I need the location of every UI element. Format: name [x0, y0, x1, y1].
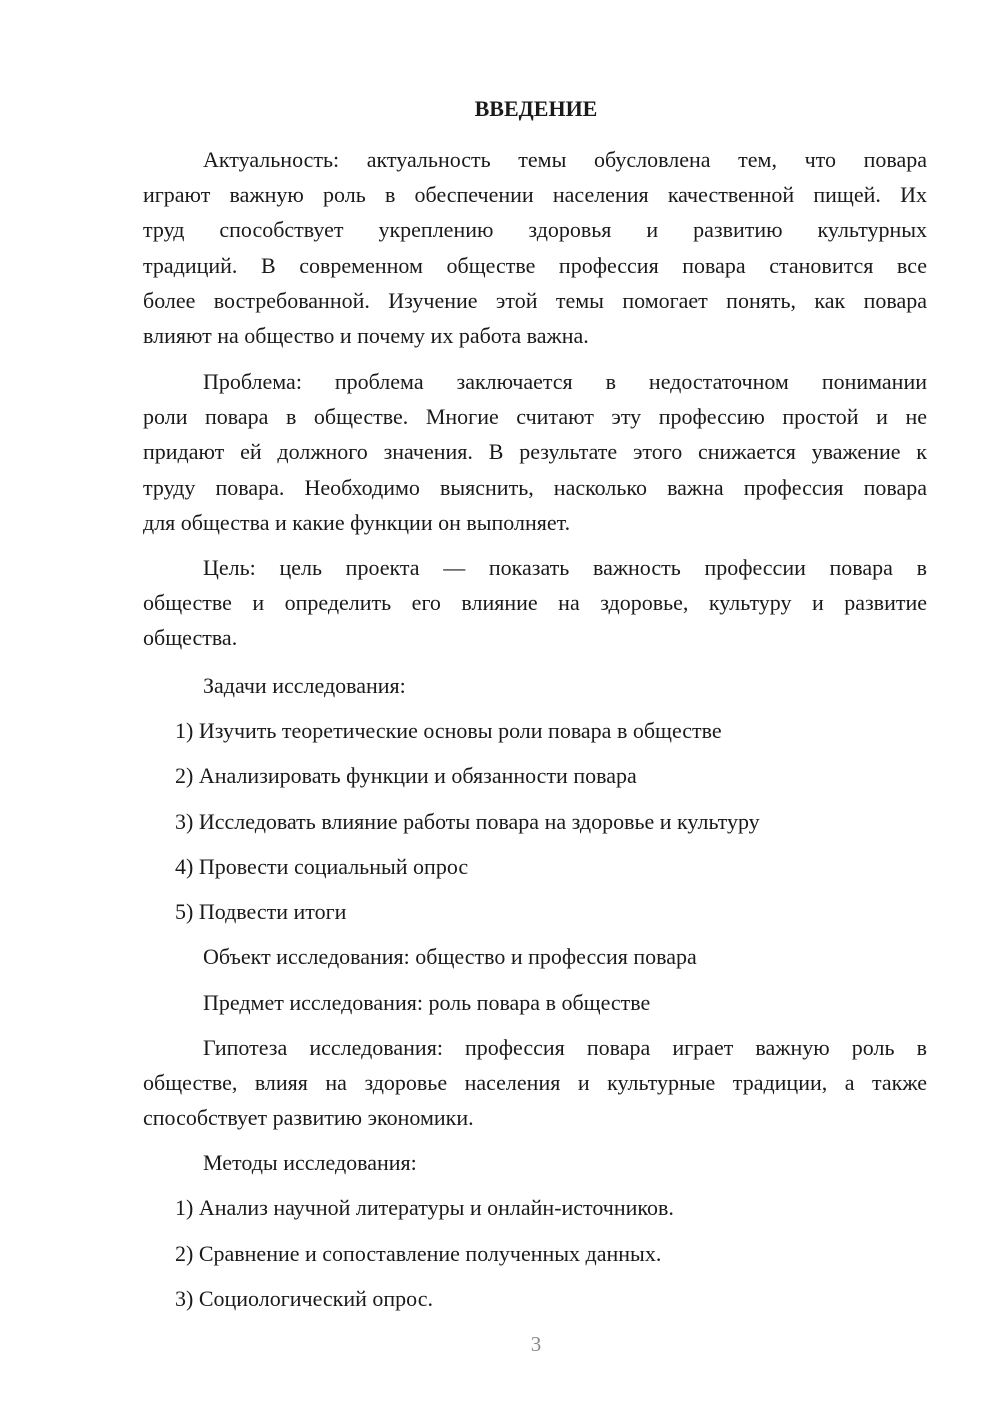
text-line: труду повара. Необходимо выяснить, насколько важна профессия повара: [143, 474, 927, 500]
research-object: Объект исследования: общество и профессия повара: [203, 944, 697, 970]
text-line: более востребованной. Изучение этой темы помогает понять, как повара: [143, 287, 927, 313]
paragraph-hypothesis: [143, 1030, 927, 1136]
tasks-section: [143, 668, 927, 1030]
text-line: роли повара в обществе. Многие считают эту профессию простой и не: [143, 404, 927, 430]
task-item: 4) Провести социальный опрос: [175, 853, 469, 879]
task-item: 1) Изучить теоретические основы роли повара в обществе: [175, 718, 722, 743]
text-line: Проблема: проблема заключается в недостаточном понимании: [203, 369, 927, 394]
method-item: 1) Анализ научной литературы и онлайн-источников.: [175, 1195, 674, 1221]
text-line: обществе и определить его влияние на здоровье, культуру и развитие: [143, 590, 927, 616]
text-line: труд способствует укреплению здоровья и развитию культурных: [143, 217, 927, 243]
method-item: 2) Сравнение и сопоставление полученных данных.: [175, 1240, 662, 1266]
methods-section: [143, 1145, 927, 1326]
text-line: придают ей должного значения. В результате этого снижается уважение к: [143, 439, 927, 465]
text-line: Гипотеза исследования: профессия повара играет важную роль в: [203, 1035, 927, 1060]
text-line: обществе, влияя на здоровье населения и культурные традиции, а также: [143, 1070, 927, 1096]
research-subject: Предмет исследования: роль повара в обществе: [203, 989, 651, 1015]
text-line: традиций. В современном обществе профессия повара становится все: [143, 252, 927, 278]
text-line: Актуальность: актуальность темы обусловлена тем, что повара: [203, 147, 927, 172]
text-line: способствует развитию экономики.: [143, 1105, 474, 1131]
text-line: для общества и какие функции он выполняет.: [143, 509, 571, 535]
paragraph-goal: [143, 550, 927, 656]
tasks-heading: Задачи исследования:: [203, 673, 406, 698]
method-item: 3) Социологический опрос.: [175, 1285, 433, 1311]
task-item: 3) Исследовать влияние работы повара на здоровье и культуру: [175, 808, 760, 834]
text-line: общества.: [143, 625, 238, 651]
task-item: 2) Анализировать функции и обязанности повара: [175, 763, 637, 789]
task-item: 5) Подвести итоги: [175, 899, 347, 925]
paragraph-relevance: [143, 142, 927, 353]
text-line: влияют на общество и почему их работа важна.: [143, 322, 589, 348]
paragraph-problem: [143, 364, 927, 540]
page-title: ВВЕДЕНИЕ: [474, 96, 598, 121]
page-number: 3: [530, 1332, 542, 1356]
text-line: Цель: цель проекта — показать важность профессии повара в: [203, 555, 927, 580]
text-line: играют важную роль в обеспечении населения качественной пищей. Их: [143, 182, 927, 208]
methods-heading: Методы исследования:: [203, 1150, 417, 1175]
